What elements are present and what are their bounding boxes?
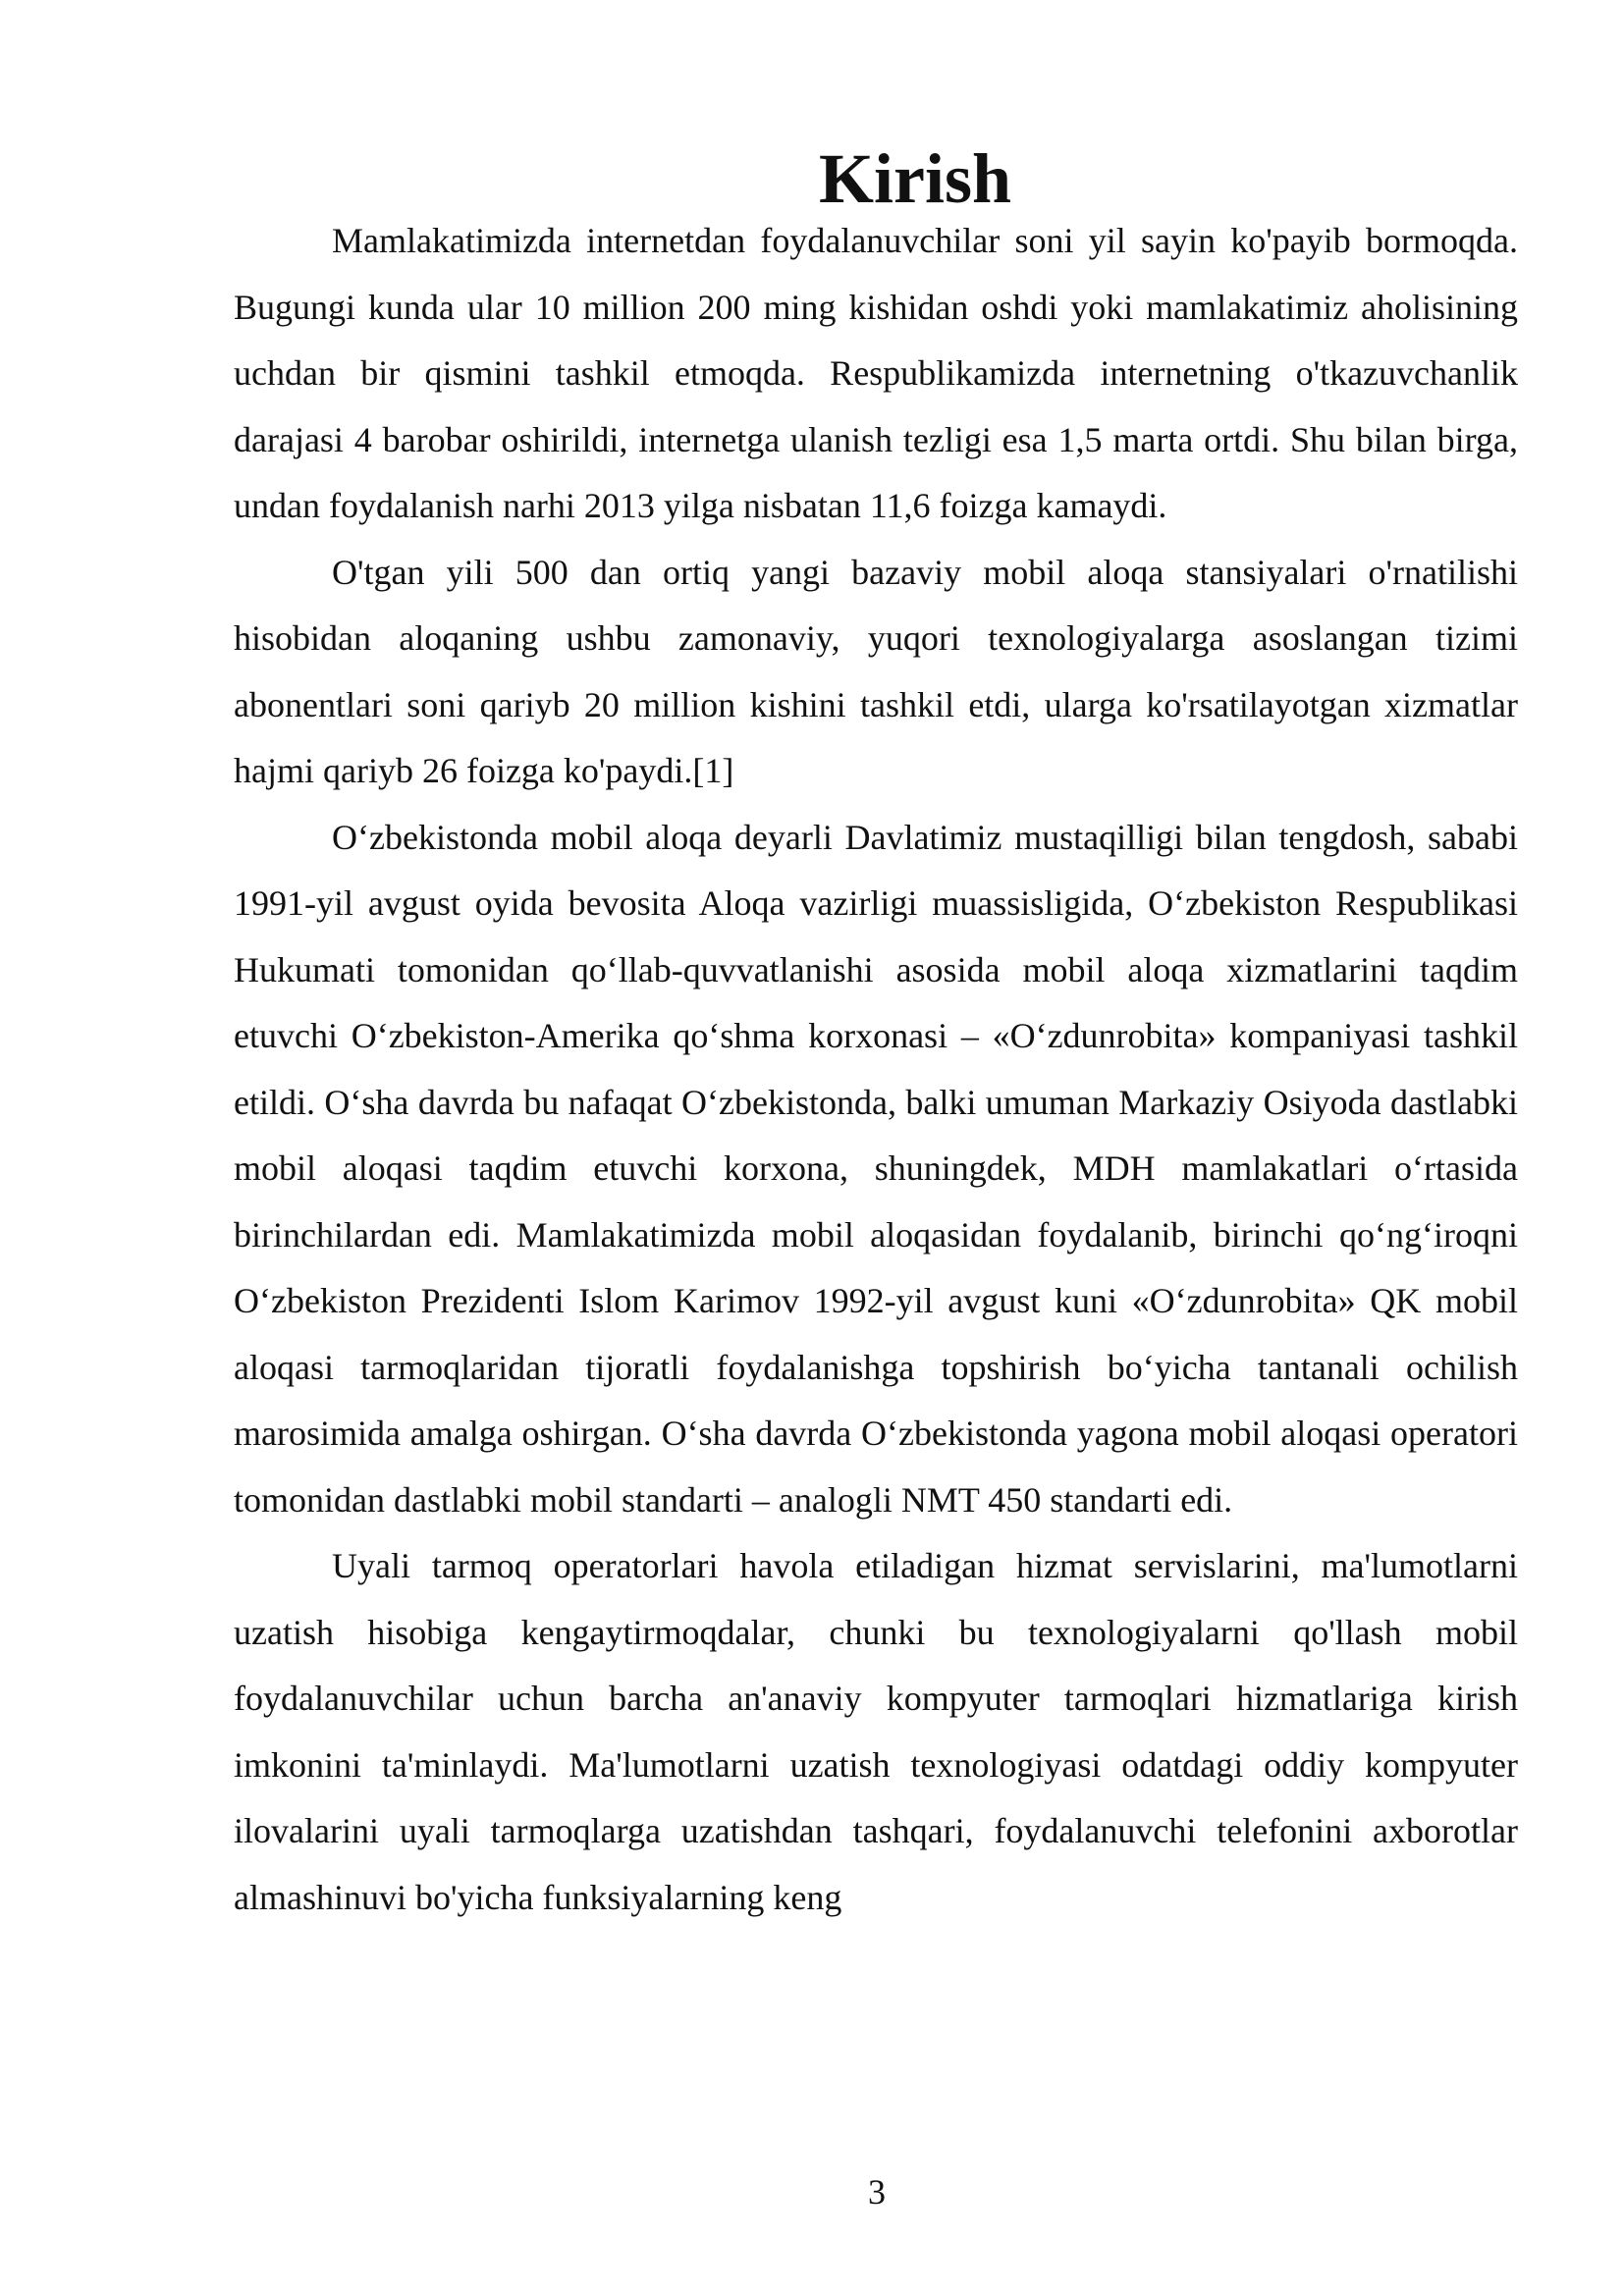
paragraph-data-services: Uyali tarmoq operatorlari havola etiladigan hizmat servislarini, ma'lumotlarni uzatish hisobiga kengaytirmoqdalar, chunki bu texnologiyalarni qo'llash mobil foydalanuvchilar uchun barcha an'anaviy kompyuter tarmoqlari hizmatlariga kirish imkonini ta'minlaydi. Ma'lumotlarni uzatish texnologiyasi odatdagi oddiy kompyuter ilovalarini uyali tarmoqlarga uzatishdan tashqari, foydalanuvchi telefonini axborotlar almashinuvi bo'yicha funksiyalarning keng bbox=[234, 1546, 1518, 1917]
section-title: Kirish bbox=[818, 139, 1012, 218]
page-content bbox=[234, 139, 1518, 1931]
paragraph-internet-users: Mamlakatimizda internetdan foydalanuvchilar soni yil sayin ko'payib bormoqda. Bugungi kunda ular 10 million 200 ming kishidan oshdi yoki mamlakatimiz aholisining uchdan bir qismini tashkil etmoqda. Respublikamizda internetning o'tkazuvchanlik darajasi 4 barobar oshirildi, internetga ulanish tezligi esa 1,5 marta ortdi. Shu bilan birga, undan foydalanish narhi 2013 yilga nisbatan 11,6 foizga kamaydi. bbox=[234, 221, 1518, 525]
page-number: 3 bbox=[868, 2172, 886, 2212]
paragraph-mobile-history: O‘zbekistonda mobil aloqa deyarli Davlatimiz mustaqilligi bilan tengdosh, sababi 1991-yil avgust oyida bevosita Aloqa vazirligi muassisligida, O‘zbekiston Respublikasi Hukumati tomonidan qo‘llab-quvvatlanishi asosida mobil aloqa xizmatlarini taqdim etuvchi O‘zbekiston-Amerika qo‘shma korxonasi – «O‘zdunrobita» kompaniyasi tashkil etildi. O‘sha davrda bu nafaqat O‘zbekistonda, balki umuman Markaziy Osiyoda dastlabki mobil aloqasi taqdim etuvchi korxona, shuningdek, MDH mamlakatlari o‘rtasida birinchilardan edi. Mamlakatimizda mobil aloqasidan foydalanib, birinchi qo‘ng‘iroqni O‘zbekiston Prezidenti Islom Karimov 1992-yil avgust kuni «O‘zdunrobita» QK mobil aloqasi tarmoqlaridan tijoratli foydalanishga topshirish bo‘yicha tantanali ochilish marosimida amalga oshirgan. O‘sha davrda O‘zbekistonda yagona mobil aloqasi operatori tomonidan dastlabki mobil standarti – analogli NMT 450 standarti edi. bbox=[234, 817, 1518, 1520]
paragraph-base-stations: O'tgan yili 500 dan ortiq yangi bazaviy mobil aloqa stansiyalari o'rnatilishi hisobidan aloqaning ushbu zamonaviy, yuqori texnologiyalarga asoslangan tizimi abonentlari soni qariyb 20 million kishini tashkil etdi, ularga ko'rsatilayotgan xizmatlar hajmi qariyb 26 foizga ko'paydi.[1] bbox=[234, 552, 1518, 790]
